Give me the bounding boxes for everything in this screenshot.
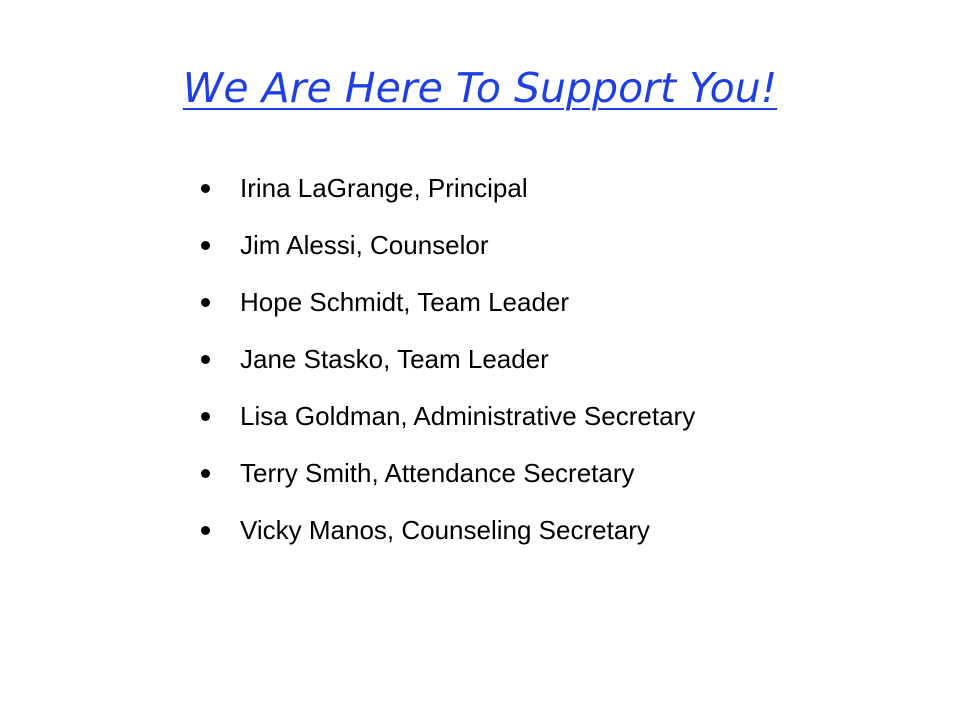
list-item xyxy=(200,341,720,377)
bullet-icon xyxy=(201,412,210,421)
list-item-text: Terry Smith, Attendance Secretary xyxy=(240,458,635,488)
list-item-text: Lisa Goldman, Administrative Secretary xyxy=(240,401,696,431)
bullet-icon xyxy=(201,241,210,250)
bullet-icon xyxy=(201,355,210,364)
list-item xyxy=(200,284,720,320)
list-item-text: Vicky Manos, Counseling Secretary xyxy=(240,515,650,545)
list-item xyxy=(200,227,720,263)
list-item xyxy=(200,512,720,548)
slide-title[interactable]: We Are Here To Support You! xyxy=(182,64,778,112)
list-item-text: Jim Alessi, Counselor xyxy=(240,230,489,260)
list-item-text: Hope Schmidt, Team Leader xyxy=(240,287,570,317)
staff-list xyxy=(200,170,720,569)
list-item xyxy=(200,455,720,491)
bullet-icon xyxy=(201,469,210,478)
bullet-icon xyxy=(201,298,210,307)
bullet-icon xyxy=(201,526,210,535)
list-item-text: Jane Stasko, Team Leader xyxy=(240,344,549,374)
list-item xyxy=(200,170,720,206)
bullet-icon xyxy=(201,184,210,193)
list-item xyxy=(200,398,720,434)
list-item-text: Irina LaGrange, Principal xyxy=(240,173,528,203)
